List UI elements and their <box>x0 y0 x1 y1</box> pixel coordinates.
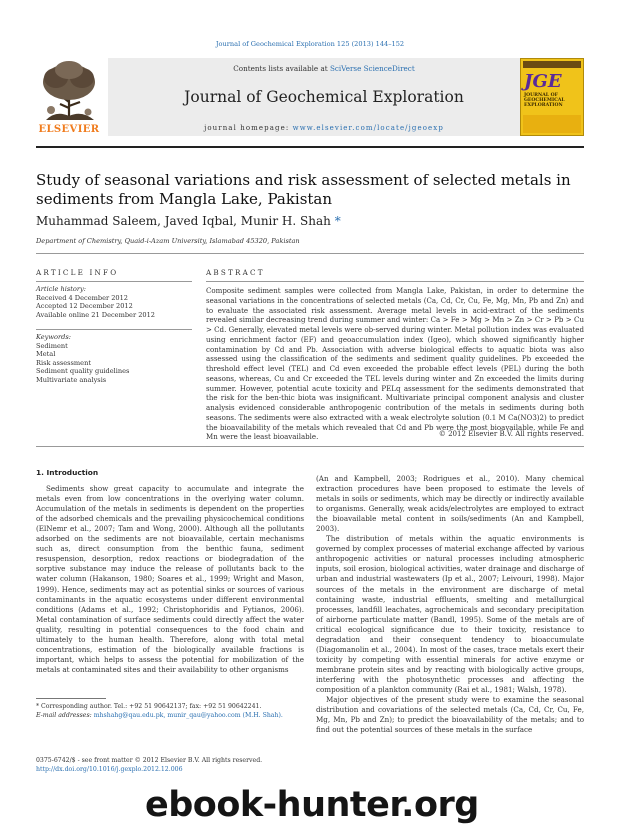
cover-abbr: JGE <box>524 71 562 92</box>
keyword: Sediment <box>36 341 68 350</box>
cover-title: JOURNAL OF GEOCHEMICAL EXPLORATION <box>524 93 565 109</box>
journal-reference[interactable]: Journal of Geochemical Exploration 125 (2013) 144–152 <box>215 40 405 48</box>
keyword: Sediment quality guidelines <box>36 367 130 376</box>
header-divider <box>36 146 584 148</box>
homepage-line <box>108 124 540 132</box>
abstract-divider <box>36 446 584 447</box>
abstract-text: Composite sediment samples were collected from Mangla Lake, Pakistan, in order to determine the seasonal variations in the concentrations of selected metals (Ca, Cd, Cr, Cu, Fe, Mg, Mn, Pb and Zn) and to evaluate the associated risk assessment. Average metal levels in acid-extract of the sediments revealed similar decreasing trend during summer and winter: Ca > Fe > Mg > Mn > Zn > Cr > Pb > Cu > Cd. Generally, elevated metal levels were ob-served during winter. Metal pollution index was evaluated using enrichment factor (EF) and geoaccumulation index (Igeo), which showed significantly higher contamination by Cd and Pb. Association with adverse biological effects to aquatic biota was also assessed using the classification of the sediments and sediment quality guidelines. Pb exceeded the threshold effect level (TEL) and Cd even exceeded the probable effect levels (PEL) during the both seasons, whereas, Cu and Cr exceeded the TEL levels during winter and Zn exceeded the limits during summer. However, potential acute toxicity and PELq assessment for the sediments demonstrated that the risk for the ben-thic biota was insignificant. Multivariate principal component analysis and cluster analysis evidenced considerable anthropogenic contribution of the metals in sediments during both seasons. The sediments were also extracted with a weak electrolyte solution (0.1 M Ca(NO3)2) to predict the bioavailability of the metals which revealed that Cd and Pb were the most bioavailable, while Fe and Mn were the least bioavailable. <box>206 286 584 442</box>
article-info-rule <box>36 281 192 282</box>
corresponding-author-mark[interactable]: * <box>334 214 341 228</box>
issn-line: 0375-6742/$ - see front matter © 2012 Elsevier B.V. All rights reserved. <box>36 757 263 764</box>
keyword: Metal <box>36 350 56 359</box>
authors: Muhammad Saleem, Javed Iqbal, Munir H. Shah <box>36 214 331 228</box>
history-accepted: Accepted 12 December 2012 <box>36 302 133 311</box>
contents-prefix: Contents lists available at <box>233 64 330 73</box>
issn-block <box>36 756 304 775</box>
intro-paragraph: (An and Kampbell, 2003; Rodrigues et al., 2010). Many chemical extraction procedures have been proposed to estimate the levels of metals in soils or sediments, which may be directly or indirectly available to organisms. Generally, weak acids/electrolytes are employed to extract the bioavailable metal content in soils/sediments (An and Kampbell, 2003). <box>316 474 584 534</box>
keyword: Risk assessment <box>36 358 91 367</box>
homepage-link[interactable]: www.elsevier.com/locate/jgeoexp <box>292 124 444 132</box>
body-column-left <box>36 468 304 675</box>
body-column-right <box>316 474 584 735</box>
journal-cover[interactable] <box>520 58 584 136</box>
affiliation: Department of Chemistry, Quaid-i-Azam University, Islamabad 45320, Pakistan <box>36 237 300 245</box>
journal-title: Journal of Geochemical Exploration <box>184 88 464 106</box>
copyright: © 2012 Elsevier B.V. All rights reserved. <box>438 429 584 438</box>
keywords-rule <box>36 329 192 330</box>
keyword: Multivariate analysis <box>36 375 107 384</box>
intro-paragraph: The distribution of metals within the aquatic environments is governed by complex processes of material exchange affected by various anthropogenic activities or natural processes including atmospheric inputs, soil erosion, biological activities, water drainage and discharge of urban and industrial wastewaters (Ip et al., 2007; Leivouri, 1998). Major sources of the metals in the environment are discharge of metal containing waste, industrial effluents, smelting and metallurgical processes, landfill leachates, agrochemicals and secondary precipitation of airborne particulate matter (Bandl, 1995). Some of the metals are of critical ecological significance due to their toxicity, resistance to degradation and their consequent tendency to bioaccumulate (Diagomanolin et al., 2004). In most of the cases, trace metals exert their toxicity by competing with essential minerals for active enzyme or membrane protein sites and by reacting with biologically active groups, interfering with the photosynthetic processes and affecting the composition of a plankton community (Rai et al., 1981; Walsh, 1978). <box>316 534 584 694</box>
header-band <box>108 58 540 136</box>
keywords <box>36 333 192 385</box>
contents-line <box>108 64 540 73</box>
doi-link[interactable]: http://dx.doi.org/10.1016/j.gexplo.2012.12.006 <box>36 766 183 774</box>
elsevier-wordmark: ELSEVIER <box>38 124 100 135</box>
article-info-heading: ARTICLE INFO <box>36 268 119 277</box>
article-info <box>36 268 192 277</box>
article-history <box>36 285 192 319</box>
journal-header <box>36 58 584 142</box>
history-online: Available online 21 December 2012 <box>36 310 155 319</box>
intro-paragraph: Major objectives of the present study were to examine the seasonal distribution and covariations of the selected metals (Ca, Cd, Cr, Cu, Fe, Mg, Mn, Pb and Zn); to predict the bioavailability of the metals; and to find out the potential sources of these metals in the surface <box>316 695 584 735</box>
cover-bottom-band <box>523 115 581 133</box>
title-divider <box>36 253 584 254</box>
abstract-rule <box>206 281 584 282</box>
email-addresses[interactable]: mhshahg@qau.edu.pk, munir_qau@yahoo.com (M.H. Shah). <box>93 712 283 720</box>
keywords-label: Keywords: <box>36 333 71 341</box>
homepage-prefix: journal homepage: <box>204 124 293 132</box>
email-label: E-mail addresses: <box>36 712 92 720</box>
cover-top-band <box>523 61 581 68</box>
corresponding-author-note: * Corresponding author. Tel.: +92 51 90642137; fax: +92 51 90642241. <box>36 703 262 710</box>
history-label: Article history: <box>36 285 86 293</box>
intro-left-text <box>36 484 304 675</box>
abstract-heading: ABSTRACT <box>206 268 265 277</box>
watermark: ebook-hunter.org <box>145 785 479 825</box>
history-received: Received 4 December 2012 <box>36 293 128 302</box>
intro-paragraph: Sediments show great capacity to accumulate and integrate the metals even from low concentrations in the overlying water column. Accumulation of the metals in sediments is dependent on the properties of the adsorbed chemicals and the prevailing physicochemical conditions (ElNemr et al., 2007; Tam and Wong, 2000). Although all the pollutants adsorbed on the sediments are not bioavailable, certain mechanisms such as, direct consumption from the benthic fauna, sediment resuspension, desorption, redox reactions or biodegradation of the sorptive substance may induce the release of pollutants back to the water column (Hakanson, 1980; Soares et al., 1999; Wright and Mason, 1999). Hence, sediments may act as potential sinks or sources of various contaminants in the aquatic ecosystems under different environmental conditions (Adams et al., 1992; Christophoridis and Fytianos, 2006). Metal contamination of surface sediments could directly affect the water quality, resulting in potential consequences to the food chain and ultimately to the human health. Therefore, along with total metal concentrations, estimation of the biologically available fractions is important, which helps to assess the potential for mobilization of the metals at contaminated sites and their availability to other organisms <box>36 484 304 674</box>
abstract-body <box>206 286 584 442</box>
sciencedirect-link[interactable]: SciVerse ScienceDirect <box>329 64 415 73</box>
footnote <box>36 702 304 721</box>
author-list <box>36 214 341 228</box>
article-title: Study of seasonal variations and risk assessment of selected metals in sediments from Mangla Lake, Pakistan <box>36 171 571 208</box>
section-heading: 1. Introduction <box>36 468 99 477</box>
footnote-rule <box>36 698 106 699</box>
